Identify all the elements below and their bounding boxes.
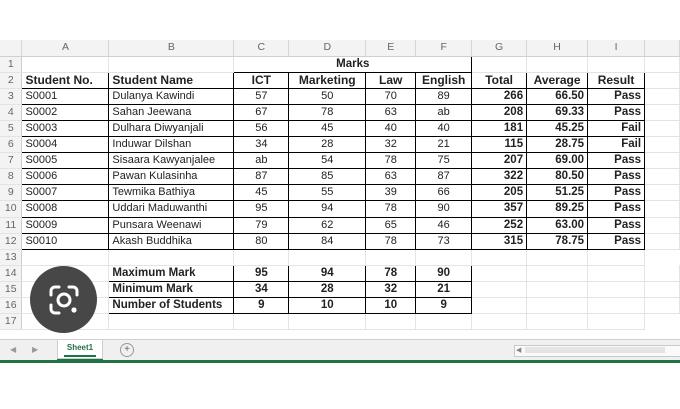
cell-empty[interactable]: [366, 314, 416, 330]
student-name-cell[interactable]: Akash Buddhika: [109, 233, 234, 249]
average-cell[interactable]: 89.25: [527, 201, 588, 217]
header-total[interactable]: Total: [472, 72, 527, 88]
summary-ict-cell[interactable]: 9: [234, 298, 289, 314]
average-cell[interactable]: 28.75: [527, 137, 588, 153]
row-header[interactable]: 13: [0, 249, 22, 265]
student-no-cell[interactable]: S0005: [22, 153, 109, 169]
summary-label-cell[interactable]: Number of Students: [109, 298, 234, 314]
marketing-mark-cell[interactable]: 28: [289, 137, 366, 153]
result-cell[interactable]: Fail: [588, 137, 645, 153]
total-cell[interactable]: 115: [472, 137, 527, 153]
column-header-b[interactable]: B: [109, 40, 234, 56]
scroll-tabs-left-icon[interactable]: ◀: [10, 345, 17, 354]
active-tab-indicator: [64, 355, 96, 357]
row-header[interactable]: 7: [0, 153, 22, 169]
law-mark-cell[interactable]: 40: [366, 120, 416, 136]
cell-empty[interactable]: [645, 56, 680, 72]
cell-empty[interactable]: [527, 314, 588, 330]
english-mark-cell[interactable]: 87: [416, 169, 472, 185]
cell-empty[interactable]: [109, 314, 234, 330]
cell-empty[interactable]: [109, 56, 234, 72]
scroll-left-icon[interactable]: ◀: [516, 347, 522, 354]
cell-empty[interactable]: [472, 281, 527, 297]
sheet-row: [0, 169, 680, 185]
english-mark-cell[interactable]: ab: [416, 104, 472, 120]
result-cell[interactable]: Pass: [588, 233, 645, 249]
row-header[interactable]: 17: [0, 314, 22, 330]
column-header-c[interactable]: C: [234, 40, 289, 56]
marketing-mark-cell[interactable]: 45: [289, 120, 366, 136]
result-cell[interactable]: Pass: [588, 153, 645, 169]
row-header[interactable]: 9: [0, 185, 22, 201]
law-mark-cell[interactable]: 65: [366, 217, 416, 233]
column-header-a[interactable]: A: [22, 40, 109, 56]
law-mark-cell[interactable]: 78: [366, 233, 416, 249]
cell-empty[interactable]: [109, 249, 234, 265]
average-cell[interactable]: 69.33: [527, 104, 588, 120]
total-cell[interactable]: 252: [472, 217, 527, 233]
header-student-name[interactable]: Student Name: [109, 72, 234, 88]
sheet-row: [0, 120, 680, 136]
student-name-cell[interactable]: Dulanya Kawindi: [109, 88, 234, 104]
summary-ict-cell[interactable]: 95: [234, 265, 289, 281]
marketing-mark-cell[interactable]: 78: [289, 104, 366, 120]
cell-empty[interactable]: [645, 201, 680, 217]
summary-label-cell[interactable]: Minimum Mark: [109, 281, 234, 297]
column-header-d[interactable]: D: [289, 40, 366, 56]
ict-mark-cell[interactable]: 56: [234, 120, 289, 136]
result-cell[interactable]: Pass: [588, 169, 645, 185]
average-cell[interactable]: 51.25: [527, 185, 588, 201]
total-cell[interactable]: 266: [472, 88, 527, 104]
english-mark-cell[interactable]: 89: [416, 88, 472, 104]
summary-marketing-cell[interactable]: 94: [289, 265, 366, 281]
row-header[interactable]: 15: [0, 281, 22, 297]
marketing-mark-cell[interactable]: 50: [289, 88, 366, 104]
summary-english-cell[interactable]: 21: [416, 281, 472, 297]
sheet-tab-bar: [0, 339, 680, 361]
cell-empty[interactable]: [645, 298, 680, 314]
law-mark-cell[interactable]: 78: [366, 201, 416, 217]
student-no-cell[interactable]: S0010: [22, 233, 109, 249]
student-name-cell[interactable]: Sisaara Kawyanjalee: [109, 153, 234, 169]
total-cell[interactable]: 181: [472, 120, 527, 136]
student-name-cell[interactable]: Pawan Kulasinha: [109, 169, 234, 185]
cell-empty[interactable]: [416, 314, 472, 330]
sheet-row: [0, 104, 680, 120]
student-no-cell[interactable]: S0002: [22, 104, 109, 120]
english-mark-cell[interactable]: 21: [416, 137, 472, 153]
student-no-cell[interactable]: S0009: [22, 217, 109, 233]
result-cell[interactable]: Pass: [588, 88, 645, 104]
column-header-overflow[interactable]: [645, 40, 680, 56]
column-header-g[interactable]: G: [472, 40, 527, 56]
cell-empty[interactable]: [645, 281, 680, 297]
row-header[interactable]: 6: [0, 137, 22, 153]
result-cell[interactable]: Pass: [588, 201, 645, 217]
cell-empty[interactable]: [366, 249, 416, 265]
average-cell[interactable]: 45.25: [527, 120, 588, 136]
cell-empty[interactable]: [472, 56, 527, 72]
cell-empty[interactable]: [645, 120, 680, 136]
column-header-f[interactable]: F: [416, 40, 472, 56]
scroll-tabs-right-icon[interactable]: ▶: [32, 345, 39, 354]
total-cell[interactable]: 207: [472, 153, 527, 169]
student-no-cell[interactable]: S0001: [22, 88, 109, 104]
english-mark-cell[interactable]: 75: [416, 153, 472, 169]
cell-empty[interactable]: [645, 88, 680, 104]
summary-law-cell[interactable]: 10: [366, 298, 416, 314]
ict-mark-cell[interactable]: 80: [234, 233, 289, 249]
row-header[interactable]: 3: [0, 88, 22, 104]
english-mark-cell[interactable]: 90: [416, 201, 472, 217]
ict-mark-cell[interactable]: 95: [234, 201, 289, 217]
sheet-row: [0, 314, 680, 330]
cell-empty[interactable]: [645, 185, 680, 201]
cell-empty[interactable]: [588, 249, 645, 265]
cell-empty[interactable]: [22, 249, 109, 265]
select-all-corner[interactable]: [0, 40, 22, 56]
cell-empty[interactable]: [527, 56, 588, 72]
cell-empty[interactable]: [289, 314, 366, 330]
cell-empty[interactable]: [645, 104, 680, 120]
total-cell[interactable]: 315: [472, 233, 527, 249]
result-cell[interactable]: Pass: [588, 104, 645, 120]
cell-empty[interactable]: [645, 265, 680, 281]
scrollbar-thumb[interactable]: [525, 347, 665, 353]
result-cell[interactable]: Pass: [588, 185, 645, 201]
ict-mark-cell[interactable]: ab: [234, 153, 289, 169]
summary-marketing-cell[interactable]: 10: [289, 298, 366, 314]
column-header-i[interactable]: I: [588, 40, 645, 56]
cell-empty[interactable]: [416, 249, 472, 265]
law-mark-cell[interactable]: 32: [366, 137, 416, 153]
summary-law-cell[interactable]: 78: [366, 265, 416, 281]
row-header[interactable]: 1: [0, 56, 22, 72]
horizontal-scrollbar[interactable]: [514, 345, 680, 357]
row-header[interactable]: 11: [0, 217, 22, 233]
cell-empty[interactable]: [289, 249, 366, 265]
sheet-row: [0, 201, 680, 217]
row-header[interactable]: 10: [0, 201, 22, 217]
sheet-row: [0, 153, 680, 169]
law-mark-cell[interactable]: 63: [366, 104, 416, 120]
student-name-cell[interactable]: Sahan Jeewana: [109, 104, 234, 120]
sheet-row: [0, 281, 680, 297]
sheet-row: [0, 185, 680, 201]
row-header[interactable]: 12: [0, 233, 22, 249]
summary-marketing-cell[interactable]: 28: [289, 281, 366, 297]
cell-empty[interactable]: [472, 314, 527, 330]
column-header-h[interactable]: H: [527, 40, 588, 56]
sheet-row: [0, 249, 680, 265]
total-cell[interactable]: 205: [472, 185, 527, 201]
total-cell[interactable]: 322: [472, 169, 527, 185]
header-result[interactable]: Result: [588, 72, 645, 88]
sheet-tab-label: Sheet1: [66, 343, 94, 352]
ict-mark-cell[interactable]: 57: [234, 88, 289, 104]
cell-empty[interactable]: [588, 56, 645, 72]
google-lens-icon[interactable]: [30, 266, 97, 333]
english-mark-cell[interactable]: 73: [416, 233, 472, 249]
marketing-mark-cell[interactable]: 55: [289, 185, 366, 201]
cell-empty[interactable]: [472, 265, 527, 281]
marks-title[interactable]: Marks: [234, 56, 472, 72]
summary-english-cell[interactable]: 9: [416, 298, 472, 314]
ict-mark-cell[interactable]: 67: [234, 104, 289, 120]
cell-empty[interactable]: [645, 72, 680, 88]
header-marketing[interactable]: Marketing: [289, 72, 366, 88]
cell-empty[interactable]: [645, 217, 680, 233]
header-english[interactable]: English: [416, 72, 472, 88]
result-cell[interactable]: Fail: [588, 120, 645, 136]
summary-label-cell[interactable]: Maximum Mark: [109, 265, 234, 281]
student-no-cell[interactable]: S0007: [22, 185, 109, 201]
english-mark-cell[interactable]: 46: [416, 217, 472, 233]
column-header-e[interactable]: E: [366, 40, 416, 56]
law-mark-cell[interactable]: 63: [366, 169, 416, 185]
cell-empty[interactable]: [645, 137, 680, 153]
average-cell[interactable]: 63.00: [527, 217, 588, 233]
student-name-cell[interactable]: Tewmika Bathiya: [109, 185, 234, 201]
student-name-cell[interactable]: Punsara Weenawi: [109, 217, 234, 233]
summary-law-cell[interactable]: 32: [366, 281, 416, 297]
row-header[interactable]: 14: [0, 265, 22, 281]
student-name-cell[interactable]: Induwar Dilshan: [109, 137, 234, 153]
student-no-cell[interactable]: S0008: [22, 201, 109, 217]
cell-empty[interactable]: [645, 153, 680, 169]
header-law[interactable]: Law: [366, 72, 416, 88]
cell-empty[interactable]: [472, 249, 527, 265]
sheet-row: [0, 137, 680, 153]
row-header[interactable]: 8: [0, 169, 22, 185]
ict-mark-cell[interactable]: 34: [234, 137, 289, 153]
sheet-row: [0, 88, 680, 104]
student-name-cell[interactable]: Uddari Maduwanthi: [109, 201, 234, 217]
cell-empty[interactable]: [588, 298, 645, 314]
total-cell[interactable]: 208: [472, 104, 527, 120]
marketing-mark-cell[interactable]: 54: [289, 153, 366, 169]
header-average[interactable]: Average: [527, 72, 588, 88]
row-header[interactable]: 5: [0, 120, 22, 136]
student-name-cell[interactable]: Dulhara Diwyanjali: [109, 120, 234, 136]
cell-empty[interactable]: [527, 265, 588, 281]
cell-empty[interactable]: [22, 56, 109, 72]
sheet-row: [0, 40, 680, 56]
english-mark-cell[interactable]: 66: [416, 185, 472, 201]
ict-mark-cell[interactable]: 45: [234, 185, 289, 201]
sheet-row: [0, 233, 680, 249]
sheet-row: [0, 217, 680, 233]
sheet-row: [0, 56, 680, 72]
marketing-mark-cell[interactable]: 85: [289, 169, 366, 185]
header-ict[interactable]: ICT: [234, 72, 289, 88]
row-header[interactable]: 2: [0, 72, 22, 88]
status-bar: [0, 360, 680, 363]
result-cell[interactable]: Pass: [588, 217, 645, 233]
summary-english-cell[interactable]: 90: [416, 265, 472, 281]
average-cell[interactable]: 69.00: [527, 153, 588, 169]
row-header[interactable]: 16: [0, 298, 22, 314]
total-cell[interactable]: 357: [472, 201, 527, 217]
marketing-mark-cell[interactable]: 84: [289, 233, 366, 249]
law-mark-cell[interactable]: 70: [366, 88, 416, 104]
law-mark-cell[interactable]: 39: [366, 185, 416, 201]
average-cell[interactable]: 66.50: [527, 88, 588, 104]
cell-empty[interactable]: [588, 265, 645, 281]
average-cell[interactable]: 80.50: [527, 169, 588, 185]
marketing-mark-cell[interactable]: 94: [289, 201, 366, 217]
spreadsheet-grid: [0, 40, 680, 330]
student-no-cell[interactable]: S0004: [22, 137, 109, 153]
row-header[interactable]: 4: [0, 104, 22, 120]
cell-empty[interactable]: [527, 249, 588, 265]
cell-empty[interactable]: [234, 249, 289, 265]
student-no-cell[interactable]: S0003: [22, 120, 109, 136]
cell-empty[interactable]: [234, 314, 289, 330]
marketing-mark-cell[interactable]: 62: [289, 217, 366, 233]
ict-mark-cell[interactable]: 87: [234, 169, 289, 185]
law-mark-cell[interactable]: 78: [366, 153, 416, 169]
cell-empty[interactable]: [645, 233, 680, 249]
cell-empty[interactable]: [527, 281, 588, 297]
student-no-cell[interactable]: S0006: [22, 169, 109, 185]
cell-empty[interactable]: [527, 298, 588, 314]
header-student-no[interactable]: Student No.: [22, 72, 109, 88]
sheet-row: [0, 265, 680, 281]
add-sheet-button[interactable]: +: [120, 343, 134, 357]
ict-mark-cell[interactable]: 79: [234, 217, 289, 233]
sheet-row: [0, 298, 680, 314]
cell-empty[interactable]: [588, 314, 645, 330]
cell-empty[interactable]: [588, 281, 645, 297]
average-cell[interactable]: 78.75: [527, 233, 588, 249]
summary-ict-cell[interactable]: 34: [234, 281, 289, 297]
english-mark-cell[interactable]: 40: [416, 120, 472, 136]
sheet-row: [0, 72, 680, 88]
cell-empty[interactable]: [472, 298, 527, 314]
cell-empty[interactable]: [645, 169, 680, 185]
sheet-tab-sheet1[interactable]: [57, 340, 103, 359]
